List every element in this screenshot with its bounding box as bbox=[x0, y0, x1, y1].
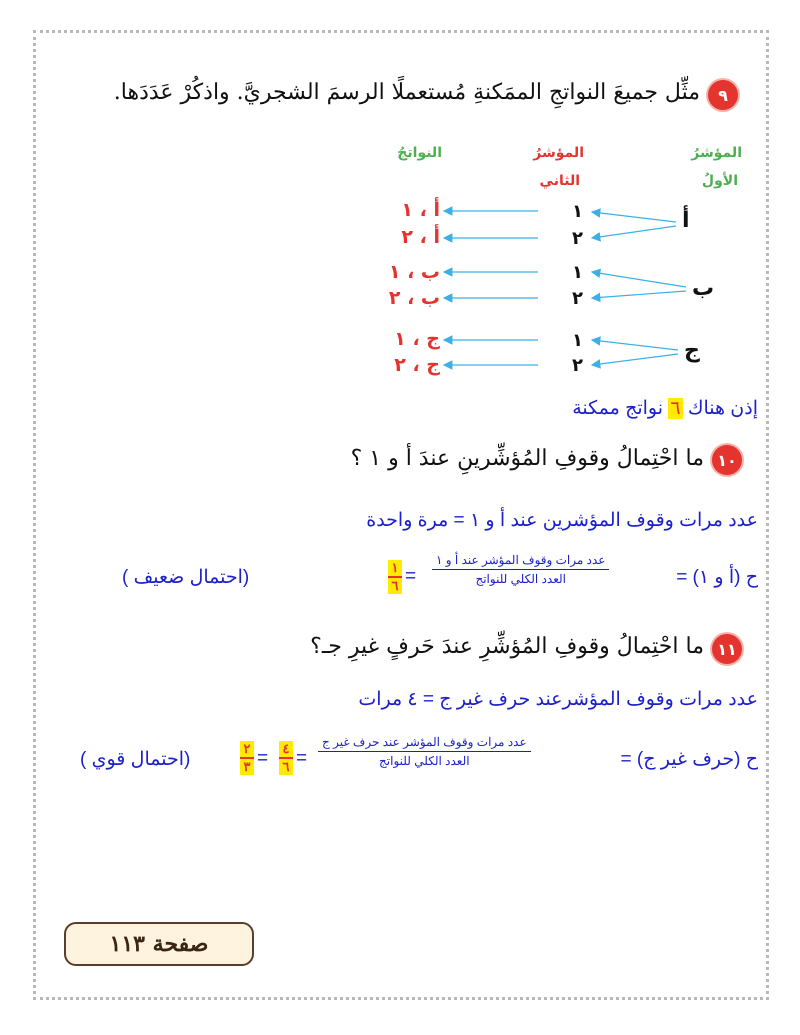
branch-b-1 bbox=[592, 272, 686, 287]
outcome-2: أ ، ٢ bbox=[401, 226, 440, 248]
branch-c-2 bbox=[592, 354, 678, 365]
q11-simplified-fraction: ٢ ٣ bbox=[240, 741, 254, 775]
header-second-spinner-1: المؤشرُ bbox=[533, 145, 584, 161]
q11-lhs: ح (حرف غير ج) = bbox=[620, 749, 758, 770]
outcome-1: أ ، ١ bbox=[401, 199, 440, 221]
question-11-badge: ١١ bbox=[712, 634, 742, 664]
q10-count-line: عدد مرات وقوف المؤشرين عند أ و ١ = مرة واحدة bbox=[366, 510, 758, 531]
q11-count-line: عدد مرات وقوف المؤشرعند حرف غير ج = ٤ مرات bbox=[358, 689, 758, 710]
outcome-6: ج ، ٢ bbox=[394, 354, 440, 376]
outcome-5: ج ، ١ bbox=[394, 328, 440, 350]
q11-fraction: عدد مرات وقوف المؤشر عند حرف غير ج العدد الكلي للنواتج bbox=[318, 735, 531, 768]
q9-answer: إذن هناك ٦ نواتج ممكنة bbox=[572, 398, 758, 419]
question-9-number: ٩ bbox=[718, 85, 728, 105]
q11-equals-2: = bbox=[257, 748, 269, 769]
tree-number-a-1: ١ bbox=[572, 201, 583, 222]
q10-lhs: ح (أ و ١) = bbox=[676, 567, 758, 588]
tree-number-c-1: ١ bbox=[572, 330, 583, 351]
header-first-spinner-2: الأولُ bbox=[701, 173, 738, 189]
question-10-text: ما احْتِمالُ وقوفِ المُؤشِّرينِ عندَ أ و ١ ؟ bbox=[350, 446, 704, 471]
tree-number-a-2: ٢ bbox=[572, 228, 583, 249]
tree-letter-c: ج bbox=[684, 338, 700, 363]
branch-b-2 bbox=[592, 291, 686, 298]
header-outcomes: النواتجُ bbox=[397, 145, 442, 161]
tree-number-c-2: ٢ bbox=[572, 355, 583, 376]
outcome-4: ب ، ٢ bbox=[388, 287, 440, 309]
q10-simplified-fraction: ١ ٦ bbox=[388, 560, 402, 594]
page-number-label: صفحة ١١٣ bbox=[109, 931, 209, 957]
tree-letter-a: أ bbox=[682, 208, 690, 233]
outcome-3: ب ، ١ bbox=[388, 261, 440, 283]
branch-a-2 bbox=[592, 226, 676, 238]
q10-equals: = bbox=[405, 566, 417, 587]
tree-letter-b: ب bbox=[692, 276, 715, 301]
q10-note: (احتمال ضعيف ) bbox=[122, 567, 250, 588]
q11-mid-fraction: ٤ ٦ bbox=[279, 741, 293, 775]
branch-a-1 bbox=[592, 212, 676, 222]
page-number-box bbox=[64, 922, 254, 966]
answer-count-highlight: ٦ bbox=[670, 398, 681, 419]
header-first-spinner-1: المؤشرُ bbox=[691, 145, 742, 161]
question-11-text: ما احْتِمالُ وقوفِ المُؤشِّرِ عندَ حَرفٍ غيرِ جـ؟ bbox=[310, 634, 704, 659]
question-10-badge: ١٠ bbox=[712, 445, 742, 475]
tree-number-b-2: ٢ bbox=[572, 288, 583, 309]
q11-equals: = bbox=[296, 748, 308, 769]
q11-note: (احتمال قوي ) bbox=[80, 749, 191, 770]
header-second-spinner-2: الثاني bbox=[539, 173, 580, 189]
question-9-text: مثِّل جميعَ النواتجِ الممَكنةِ مُستعملًا الرسمَ الشجريَّ. واذكُرْ عَدَدَها. bbox=[113, 80, 700, 105]
branch-c-1 bbox=[592, 340, 678, 350]
q10-fraction: عدد مرات وقوف المؤشر عند أ و ١ العدد الكلي للنواتج bbox=[432, 553, 609, 586]
tree-number-b-1: ١ bbox=[572, 262, 583, 283]
